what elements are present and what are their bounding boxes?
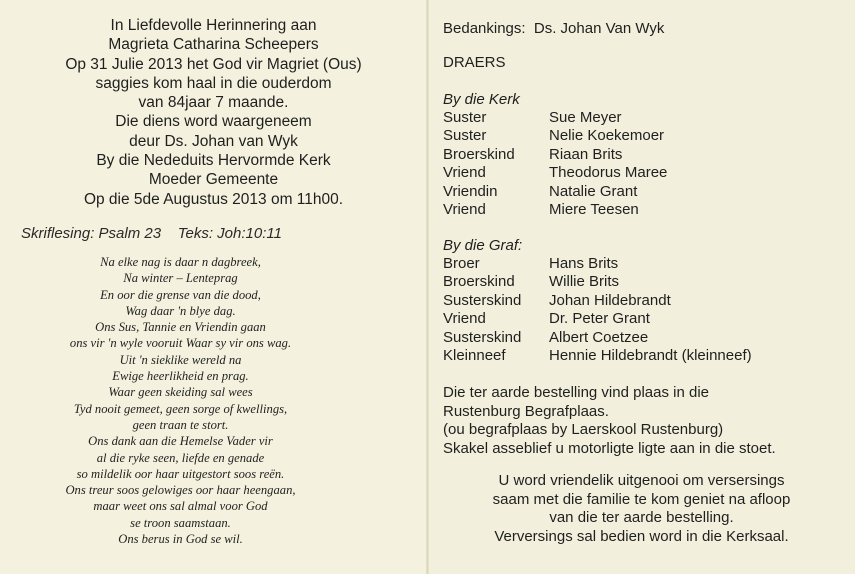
church-bearers-list (443, 109, 667, 219)
bearer-relation: Broer (443, 255, 480, 272)
poem-line: se troon saamstaan. (130, 515, 231, 530)
intro-line: By die Nededuits Hervormde Kerk (96, 152, 331, 170)
poem-line: Ons treur soos gelowiges oor haar heengaan, (65, 483, 296, 498)
left-page (0, 0, 427, 574)
list-item (443, 292, 752, 310)
bearer-name: Hennie Hildebrandt (kleinneef) (549, 347, 752, 365)
bearer-relation: Vriend (443, 164, 486, 182)
scripture-reading: Skriflesing: Psalm 23 Teks: Joh:10:11 (21, 225, 282, 242)
bearer-relation: Susterskind (443, 291, 522, 309)
poem-line: Waar geen skeiding sal wees (108, 385, 253, 400)
memorial-intro (0, 16, 427, 209)
list-item (443, 127, 667, 145)
bearer-name: Theodorus Maree (549, 164, 668, 182)
bearer-name: Nelie Koekemoer (549, 127, 665, 145)
bearer-relation: Broerskind (443, 145, 515, 163)
poem (0, 254, 361, 547)
list-item (443, 201, 667, 219)
poem-line: Tyd nooit gemeet, geen sorge of kwellings, (73, 401, 288, 416)
bearer-relation: Suster (443, 109, 487, 126)
invite-line: saam met die familie te kom geniet na afloop (492, 490, 791, 508)
intro-line: Moeder Gemeente (148, 171, 279, 189)
poem-line: Ons berus in God se wil. (118, 532, 243, 547)
bearer-relation: Vriend (443, 310, 486, 328)
grave-bearers-list (443, 255, 752, 365)
bearer-name: Hans Brits (549, 255, 619, 272)
list-item (443, 146, 667, 164)
list-item (443, 310, 752, 328)
poem-line: Uit 'n sieklike wereld na (119, 352, 242, 367)
intro-line: deur Ds. Johan van Wyk (129, 132, 298, 150)
bearer-name: Dr. Peter Grant (549, 310, 650, 328)
bearers-title: DRAERS (443, 54, 506, 71)
bearer-name: Riaan Brits (549, 145, 623, 163)
intro-line: In Liefdevolle Herinnering aan (110, 17, 317, 34)
bearer-name: Natalie Grant (549, 182, 638, 200)
poem-line: al die ryke seen, liefde en genade (96, 450, 265, 465)
list-item (443, 255, 752, 273)
list-item (443, 347, 752, 365)
list-item (443, 183, 667, 201)
burial-line: Skakel asseblief u motorligte ligte aan in die stoet. (443, 439, 776, 457)
bearer-name: Miere Teesen (549, 201, 639, 219)
burial-line: Die ter aarde bestelling vind plaas in die (443, 384, 709, 401)
bearer-relation: Suster (443, 127, 487, 145)
intro-line: Die diens word waargeneem (115, 113, 312, 131)
intro-line: saggies kom haal in die ouderdom (95, 74, 332, 92)
intro-line: Magrieta Catharina Scheepers (108, 36, 319, 54)
poem-line: ons vir 'n wyle vooruit Waar sy vir ons wag. (69, 336, 292, 351)
poem-line: Wag daar 'n blye dag. (125, 303, 236, 318)
poem-line: Na winter – Lenteprag (123, 271, 238, 286)
grave-bearers-heading: By die Graf: (443, 237, 523, 254)
list-item (443, 273, 752, 291)
burial-notice (443, 384, 776, 458)
bearer-name: Johan Hildebrandt (549, 291, 671, 309)
bearer-relation: Vriend (443, 201, 486, 219)
list-item (443, 109, 667, 127)
intro-line: Op die 5de Augustus 2013 om 11h00. (83, 190, 344, 208)
bearer-relation: Susterskind (443, 328, 522, 346)
poem-line: Na elke nag is daar n dagbreek, (100, 255, 261, 269)
poem-line: geen traan te stort. (132, 417, 229, 432)
church-bearers-heading: By die Kerk (443, 91, 520, 108)
invite-line: Verversings sal bedien word in die Kerksaal. (494, 527, 789, 545)
invite-line: van die ter aarde bestelling. (549, 509, 734, 527)
invite-line: U word vriendelik uitgenooi om versersings (498, 472, 785, 489)
poem-line: Ons Sus, Tannie en Vriendin gaan (95, 320, 266, 335)
intro-line: van 84jaar 7 maande. (138, 94, 289, 112)
bearer-relation: Kleinneef (443, 347, 506, 365)
bearer-relation: Broerskind (443, 273, 515, 291)
poem-line: Ons dank aan die Hemelse Vader vir (88, 434, 273, 449)
burial-line: (ou begrafplaas by Laerskool Rustenburg) (443, 421, 724, 439)
poem-line: so mildelik oor haar uitgestort soos reën. (76, 466, 285, 481)
bearer-relation: Vriendin (443, 182, 498, 200)
burial-line: Rustenburg Begrafplaas. (443, 402, 609, 420)
bearer-name: Sue Meyer (549, 109, 622, 126)
poem-line: maar weet ons sal almal voor God (93, 499, 268, 514)
bearer-name: Willie Brits (549, 273, 619, 291)
refreshments-invitation (428, 472, 855, 546)
bearer-name: Albert Coetzee (549, 328, 649, 346)
list-item (443, 329, 752, 347)
poem-line: En oor die grense van die dood, (100, 287, 261, 302)
poem-line: Ewige heerlikheid en prag. (112, 369, 249, 384)
list-item (443, 164, 667, 182)
thanks-line: Bedankings: Ds. Johan Van Wyk (443, 20, 665, 37)
intro-line: Op 31 Julie 2013 het God vir Magriet (Ous) (65, 55, 362, 73)
